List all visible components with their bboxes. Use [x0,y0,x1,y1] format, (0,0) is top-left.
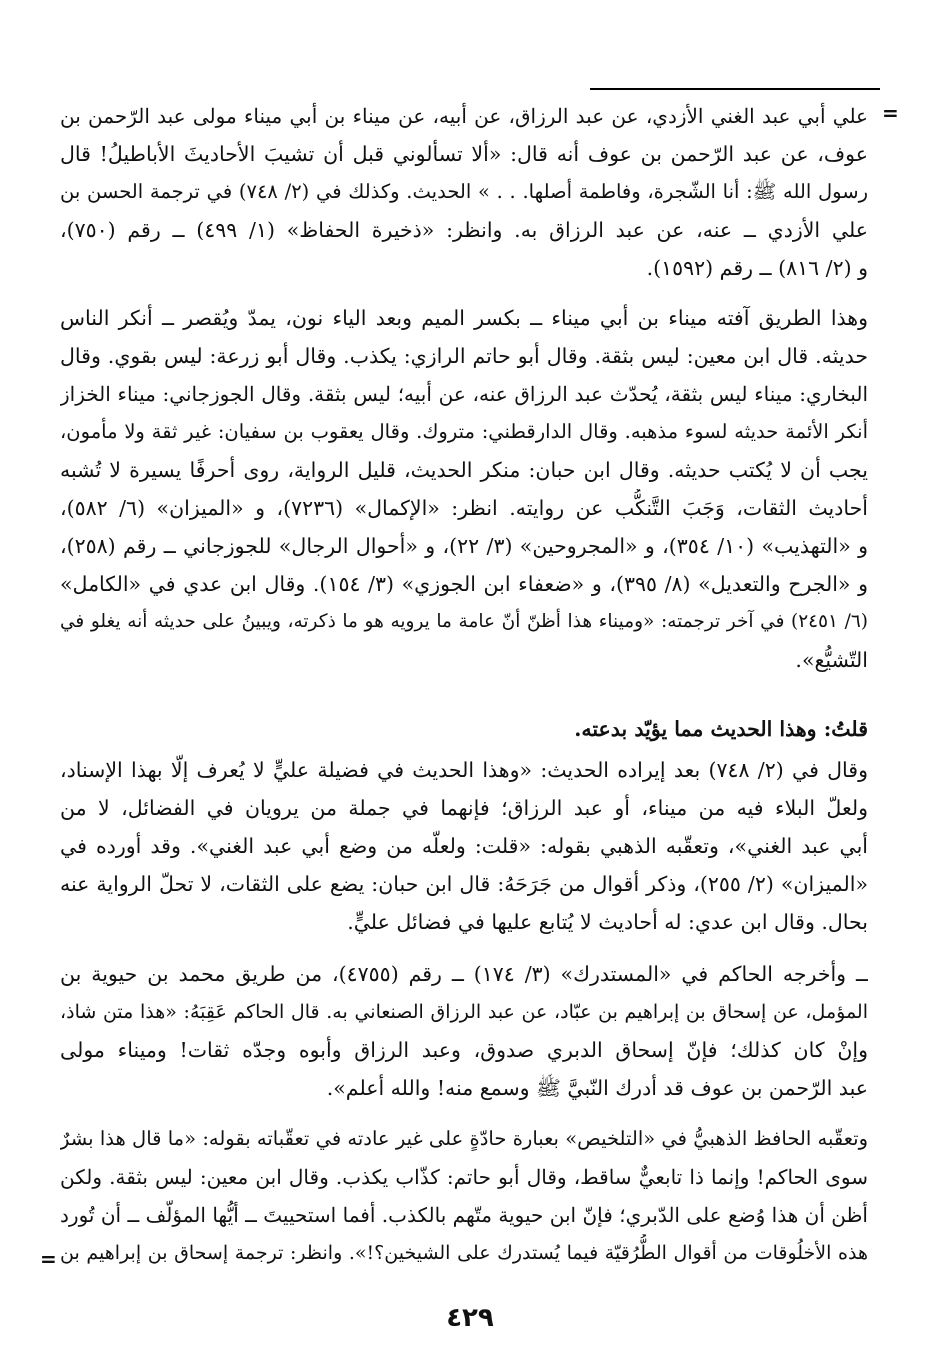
text-line: عوف، عن عبد الرّحمن بن عوف أنه قال: «ألا تسألوني قبل أن تشيبَ الأحاديثَ الأباطيلُ! قال [60,142,868,166]
text-line: رسول الله ﷺ: أنا الشّجرة، وفاطمة أصلها. . . » الحديث. وكذلك في (٢/ ٧٤٨) في ترجمة الحسن بن [60,180,868,203]
footnote-paragraph-6 [60,1120,868,1272]
text-line: وهذا الطريق آفته ميناء بن أبي ميناء ــ بكسر الميم وبعد الياء نون، يمدّ ويُقصر ــ أنكر الناس [60,306,868,330]
top-rule [590,88,880,90]
text-line: علي الأزدي ــ عنه، عن عبد الرزاق به. وانظر: «ذخيرة الحفاظ» (١/ ٤٩٩) ــ رقم (٧٥٠)، [60,218,868,242]
text-line: عبد الرّحمن بن عوف قد أدرك النّبيَّ ﷺ وسمع منه! والله أعلم». [326,1076,868,1100]
continued-from-marker: = [882,101,899,125]
text-line: و (٢/ ٨١٦) ــ رقم (١٥٩٢). [646,256,868,280]
text-line: علي أبي عبد الغني الأزدي، عن عبد الرزاق، عن أبيه، عن ميناء بن أبي ميناء مولى عبد الرّحمن بن [60,104,868,128]
text-line: «الميزان» (٢/ ٢٥٥)، وذكر أقوال من جَرَحَهُ: قال ابن حبان: يضع على الثقات، لا تحلّ الرواية عنه [60,872,868,896]
text-line: أبي عبد الغني»، وتعقّبه الذهبي بقوله: «قلت: ولعلّه من وضع أبي عبد الغني». وقد أورده في [60,834,868,858]
text-line: البخاري: ميناء ليس بثقة، يُحدّث عبد الرزاق عنه، عن أبيه؛ ليس بثقة. وقال الجوزجاني: ميناء الخزاز [60,382,868,406]
text-line: وتعقّبه الحافظ الذهبيُّ في «التلخيص» بعبارة حادّةٍ على غير عادته في تعقّباته بقوله: «ما قال هذا بشرٌ [60,1127,868,1150]
text-line: هذه الأخلُوقات من أقوال الطُّرُقيّة فيما يُستدرك على الشيخين؟!». وانظر: ترجمة إسحاق بن إبراهيم بن [60,1242,868,1264]
footnote-paragraph-1 [60,97,868,287]
text-line: و «الجرح والتعديل» (٨/ ٣٩٥)، و «ضعفاء ابن الجوزي» (٣/ ١٥٤). وقال ابن عدي في «الكامل» [60,572,868,596]
text-line: بحال. وقال ابن عدي: له أحاديث لا يُتابع عليها في فضائل عليٍّ. [347,910,868,934]
text-line: قلتُ: وهذا الحديث مما يؤيّد بدعته. [574,717,868,741]
text-line: التّشيُّع». [795,648,868,672]
text-line: وإنْ كان كذلك؛ فإنّ إسحاق الدبري صدوق، وعبد الرزاق وأبوه وجدّه ثقات! وميناء مولى [60,1038,868,1062]
text-line: سوى الحاكم! وإنما ذا تابعيٌّ ساقط، وقال أبو حاتم: كذّاب يكذب. وقال ابن معين: ليس بثقة. ولكن [60,1165,868,1189]
footnote-paragraph-4 [60,751,868,941]
footnote-paragraph-2 [60,299,868,679]
text-line: (٦/ ٢٤٥١) في آخر ترجمته: «وميناء هذا أظنّ أنّ عامة ما يرويه هو ما ذكرته، ويبينُ على حديثه أنه يغلو في [60,611,868,632]
text-line: أنكر الأئمة حديثه لسوء مذهبه. وقال الدارقطني: متروك. وقال يعقوب بن سفيان: غير ثقة ولا مأمون، [60,420,868,443]
text-line: أظن أن هذا وُضع على الدّبري؛ فإنّ ابن حيوية متّهم بالكذب. أفما استحييتَ ــ أيُّها المؤلّف ــ أن تُورد [60,1203,868,1227]
text-line: المؤمل، عن إسحاق بن إبراهيم بن عبّاد، عن عبد الرزاق الصنعاني به. قال الحاكم عَقِبَهُ: «هذا متن شاذ، [60,1001,868,1023]
page-number: ٤٢٩ [446,1303,494,1333]
text-line: ــ وأخرجه الحاكم في «المستدرك» (٣/ ١٧٤) ــ رقم (٤٧٥٥)، من طريق محمد بن حيوية بن [60,962,868,986]
continues-to-marker: = [40,1247,57,1271]
footnote-paragraph-5 [60,955,868,1107]
text-line: أحاديث الثقات، وَجَبَ التَّنكُّب عن روايته. انظر: «الإكمال» (٧٢٣٦)، و «الميزان» (٦/ ٥٨٢)، [60,496,868,520]
text-line: وقال في (٢/ ٧٤٨) بعد إيراده الحديث: «وهذا الحديث في فضيلة عليٍّ لا يُعرف إلّا بهذا الإسناد، [60,758,868,782]
text-line: ولعلّ البلاء فيه من ميناء، أو عبد الرزاق؛ فإنهما في جملة من يرويان في الفضائل، لا من [60,796,868,820]
text-line: و «التهذيب» (١٠/ ٣٥٤)، و «المجروحين» (٣/ ٢٢)، و «أحوال الرجال» للجوزجاني ــ رقم (٢٥٨)، [60,534,868,558]
footnote-paragraph-3 [60,710,868,748]
text-line: يجب أن لا يُكتب حديثه. وقال ابن حبان: منكر الحديث، قليل الرواية، روى أحرفًا يسيرة لا تُشبه [60,458,868,482]
text-line: حديثه. قال ابن معين: ليس بثقة. وقال أبو حاتم الرازي: يكذب. وقال أبو زرعة: ليس بقوي. وقال [60,344,868,368]
